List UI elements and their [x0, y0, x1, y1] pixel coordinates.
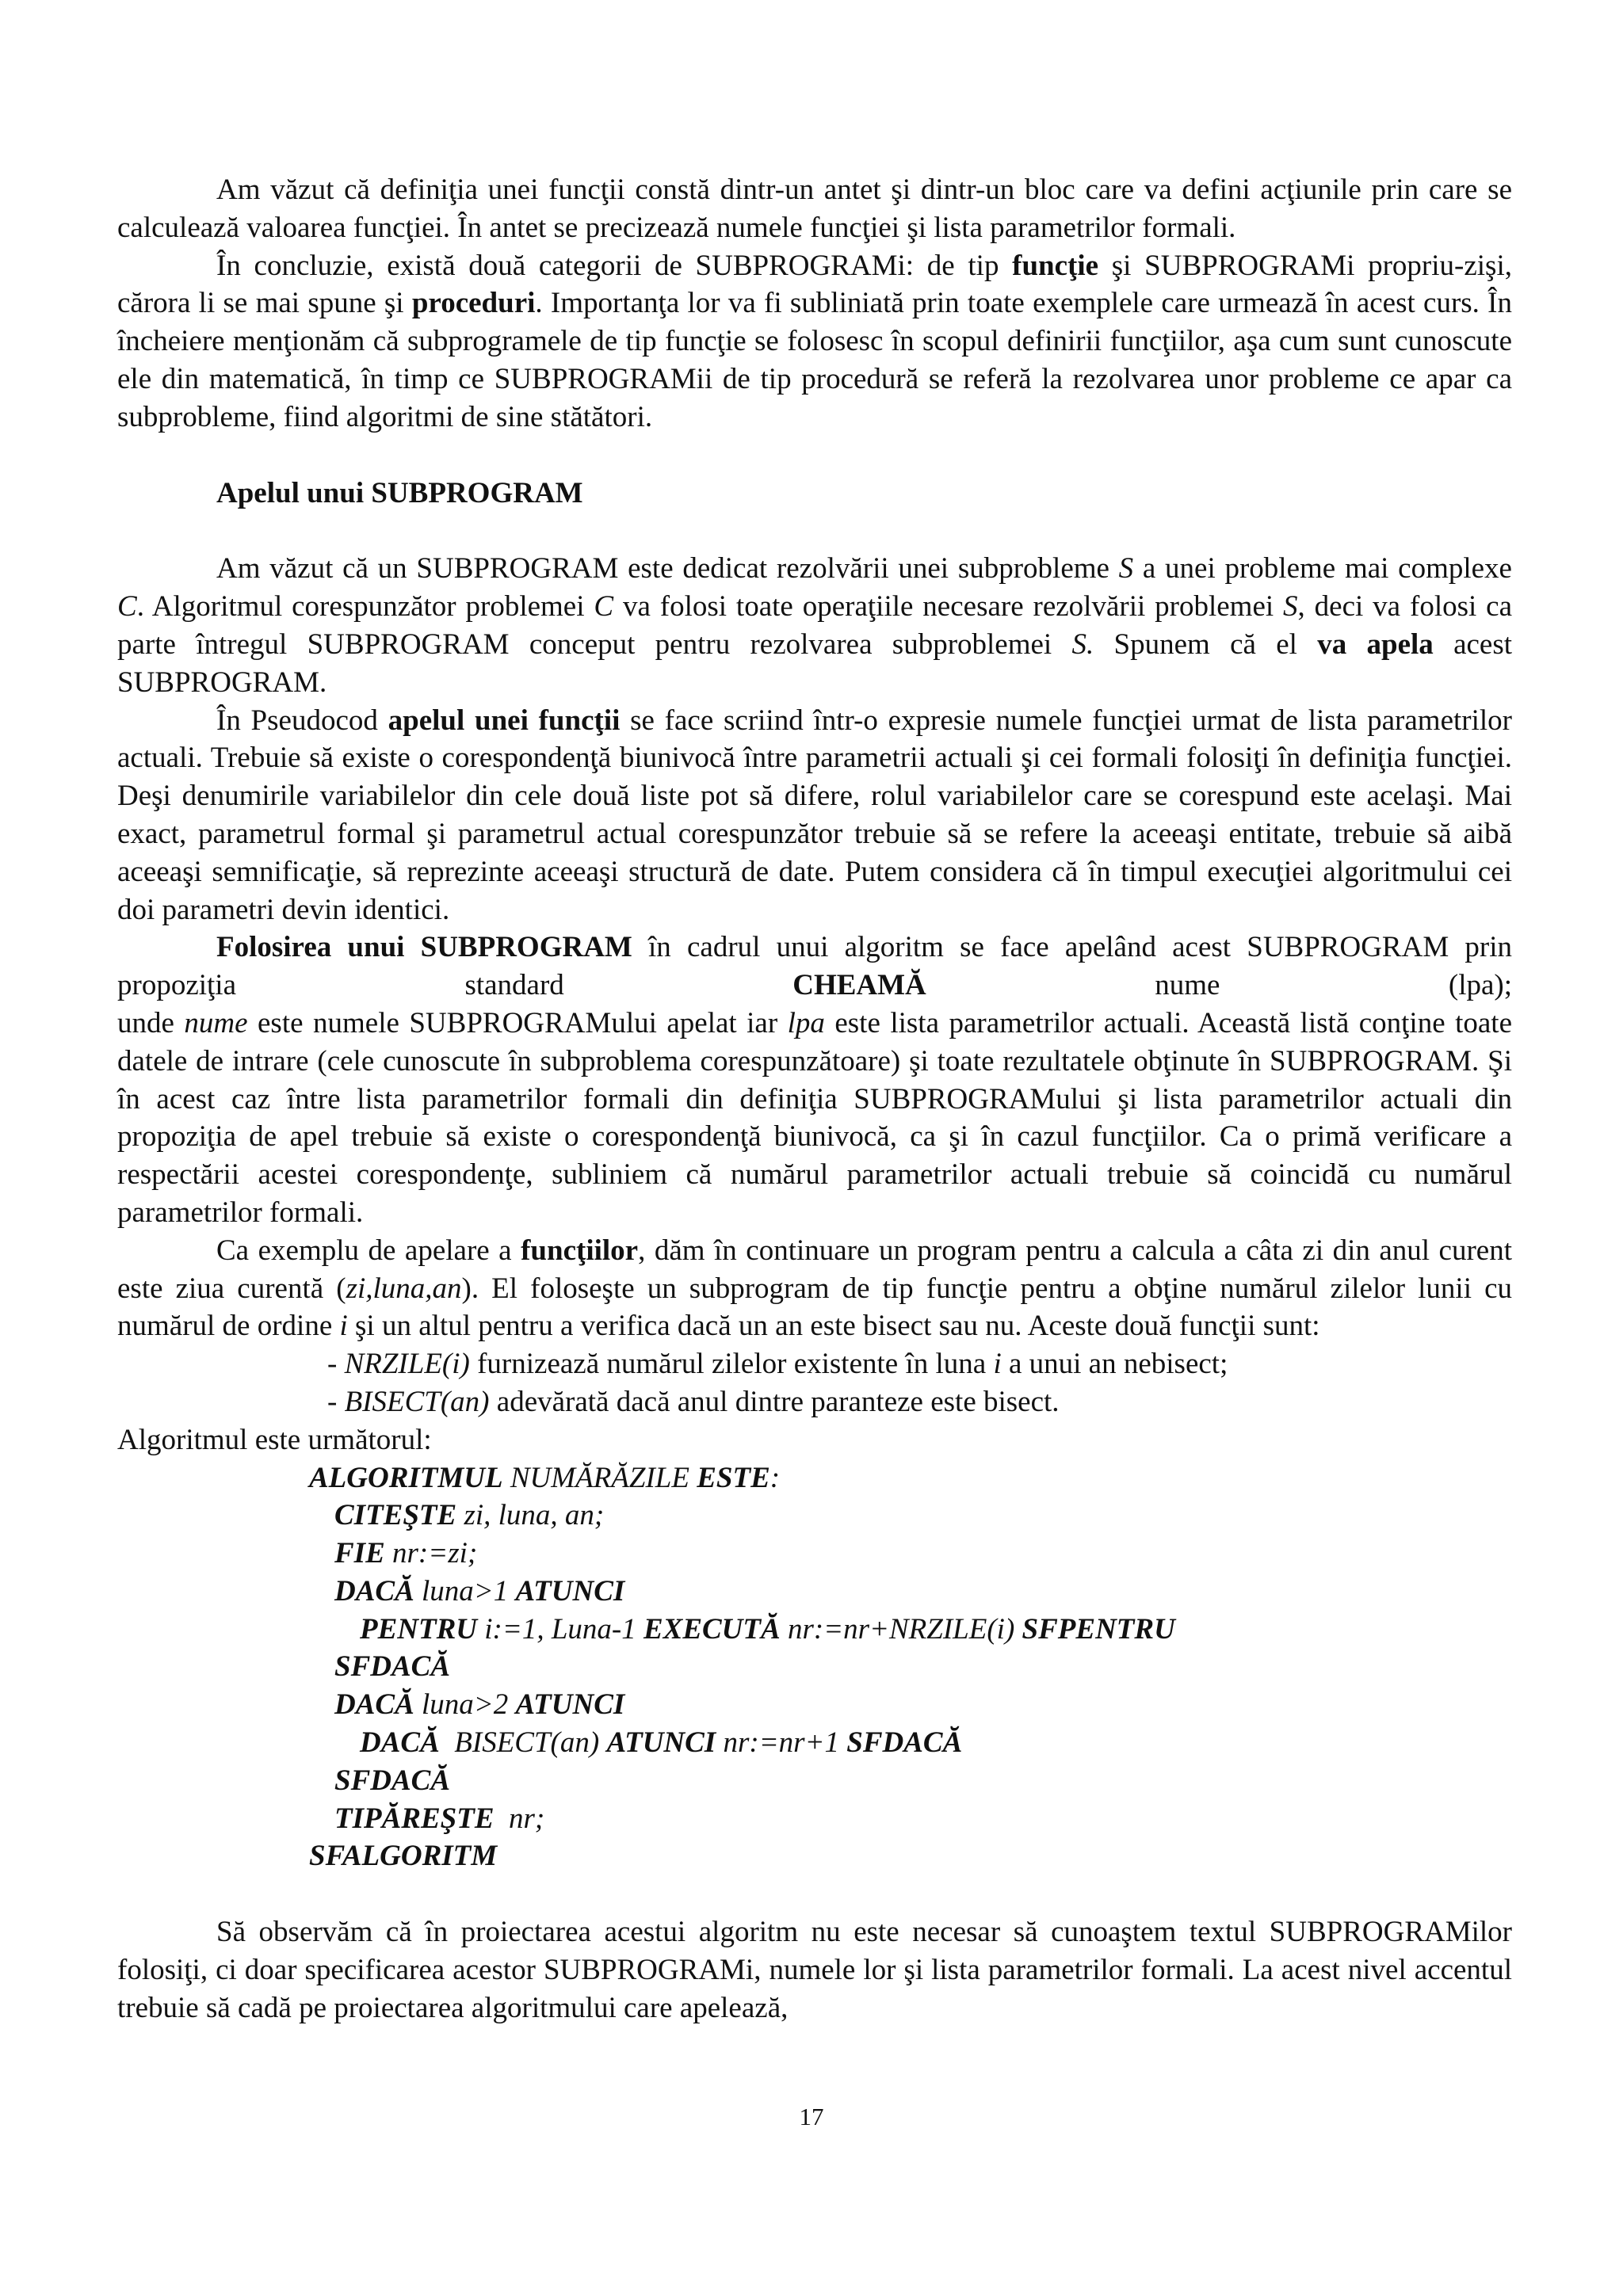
text: a unui an nebisect;	[1001, 1348, 1228, 1381]
italic-var: i	[339, 1310, 348, 1343]
code-text: nr:=nr+1	[716, 1726, 847, 1760]
text: În Pseudocod	[216, 704, 388, 737]
italic-var: S	[1283, 590, 1298, 624]
code-text: nr;	[494, 1802, 545, 1835]
keyword: PENTRU	[360, 1612, 477, 1646]
list-dash: -	[327, 1385, 345, 1418]
list-item-bisect	[117, 1383, 1512, 1421]
bold-term-procedures: proceduri	[411, 287, 536, 320]
text: Am văzut că un SUBPROGRAM este dedicat rezolvării unei subprobleme	[216, 552, 1119, 585]
text: în cadrul unui algoritm se face apelând acest SUBPROGRAM prin propoziţia standard	[117, 931, 1513, 1002]
keyword: SFDACĂ	[334, 1764, 451, 1797]
paragraph-observation	[117, 1913, 1512, 2027]
text: este numele SUBPROGRAMului apelat iar	[247, 1006, 788, 1039]
text: Spunem că el	[1094, 627, 1318, 661]
paragraph-parameters	[117, 1005, 1512, 1232]
algo-line	[309, 1800, 1512, 1838]
italic-var: i	[993, 1348, 1002, 1381]
algo-line	[309, 1535, 1512, 1573]
code-text: BISECT(an)	[439, 1726, 607, 1760]
italic-var: S	[1118, 552, 1134, 585]
bold-term-function-call: apelul unei funcţii	[388, 704, 621, 737]
keyword: SFALGORITM	[309, 1840, 498, 1873]
keyword: CITEŞTE	[334, 1499, 457, 1532]
code-text: zi, luna, an;	[456, 1499, 605, 1532]
keyword: DACĂ	[360, 1726, 440, 1760]
keyword: ATUNCI	[606, 1726, 716, 1760]
keyword: DACĂ	[334, 1688, 414, 1722]
keyword: DACĂ	[334, 1574, 414, 1608]
keyword: SFDACĂ	[846, 1726, 963, 1760]
text: , deci va folosi ca parte întregul SUBPROGRAM conceput pentru rezolvarea subproblemei	[117, 590, 1512, 661]
list-item-nrzile	[117, 1345, 1512, 1383]
italic-var: zi,luna,an	[346, 1272, 462, 1305]
text: În concluzie, există două categorii de SUBPROGRAMi: de tip	[216, 249, 1013, 282]
section-heading: Apelul unui SUBPROGRAM	[216, 476, 583, 509]
code-text: NUMĂRĂZILE	[502, 1461, 697, 1494]
text: Am văzut că definiţia unei funcţii constă dintr-un antet şi dintr-un bloc care va defini acţiunile prin care se calculează valoarea funcţiei. În antet se precizează numele funcţiei şi lista parametrilor formali.	[117, 174, 1512, 244]
algo-line	[309, 1497, 1512, 1535]
italic-var: C	[117, 590, 137, 624]
text: Să observăm că în proiectarea acestui algoritm nu este necesar să cunoaştem textul SUBPROGRAMilor folosiţi, ci doar specificarea acestor SUBPROGRAMi, numele lor şi lista parametrilor formali. La acest nivel accentul trebuie să cadă pe proiectarea algoritmului care apelează,	[117, 1916, 1512, 2024]
text: nume (lpa);	[926, 969, 1512, 1002]
list-dash: -	[327, 1348, 345, 1381]
text: a unei probleme mai complexe	[1133, 552, 1512, 585]
algo-line	[309, 1573, 1512, 1611]
code-text: luna>2	[414, 1688, 516, 1722]
italic-var: lpa	[787, 1006, 825, 1039]
paragraph-subprogram-categories	[117, 247, 1512, 437]
document-page	[117, 171, 1512, 2027]
text: ). El foloseşte un subprogram de tip funcţie pentru a obţine numărul zilelor lunii cu numărul de ordine	[117, 1272, 1512, 1343]
algo-line	[309, 1648, 1512, 1686]
italic-fn: NRZILE(i)	[344, 1348, 470, 1381]
paragraph-function-call	[117, 702, 1512, 929]
algorithm-intro: Algoritmul este următorul:	[117, 1423, 432, 1456]
text: va folosi toate operaţiile necesare rezolvării problemei	[613, 590, 1284, 624]
keyword: TIPĂREŞTE	[334, 1802, 495, 1835]
italic-var: S.	[1071, 627, 1094, 661]
page-number: 17	[799, 2103, 824, 2130]
text: furnizează numărul zilelor existente în luna	[469, 1348, 994, 1381]
text: unde	[117, 1006, 185, 1039]
text: Ca exemplu de apelare a	[216, 1234, 521, 1267]
text: . Importanţa lor va fi subliniată prin toate exemplele care urmează în acest curs. În încheiere menţionăm că subprogramele de tip funcţie se folosesc în scopul definirii funcţiilor, aşa cum sunt cunoscute ele din matematică, în timp ce SUBPROGRAMii de tip procedură se referă la rezolvarea unor probleme ce apar ca subprobleme, fiind algoritmi de sine stătători.	[117, 287, 1512, 433]
text: se face scriind într-o expresie numele funcţiei urmat de lista parametrilor actuali. Trebuie să existe o corespondenţă biunivocă între parametrii actuali şi cei formali folosiţi în definiţia funcţiei. Deşi denumirile variabilelor din cele două liste pot să difere, rolul variabilelor care se corespund este acelaşi. Mai exact, parametrul formal şi parametrul actual corespunzător trebuie să se refere la aceeaşi entitate, trebuie să aibă aceeaşi semnificaţie, să reprezinte aceeaşi structură de date. Putem considera că în timpul execuţiei algoritmului cei doi parametri devin identici.	[117, 704, 1512, 926]
text: , dăm în continuare un program pentru a calcula a câta zi din anul curent este ziua curentă (	[117, 1234, 1512, 1305]
paragraph-subprogram-purpose	[117, 550, 1512, 701]
italic-var: C	[594, 590, 614, 624]
algo-line	[309, 1686, 1512, 1724]
text: adevărată dacă anul dintre paranteze este bisect.	[489, 1385, 1060, 1418]
code-text: nr:=nr+NRZILE(i)	[780, 1612, 1022, 1646]
keyword: ALGORITMUL	[309, 1461, 503, 1494]
bold-term-functions: funcţiilor	[521, 1234, 639, 1267]
keyword: EXECUTĂ	[643, 1612, 781, 1646]
algorithm-block	[117, 1459, 1512, 1876]
algo-line	[309, 1724, 1512, 1762]
code-text: luna>1	[414, 1574, 516, 1608]
bold-term-function: funcţie	[1012, 249, 1099, 282]
keyword: FIE	[334, 1537, 385, 1570]
keyword: ESTE	[697, 1461, 770, 1494]
text: . Algoritmul corespunzător problemei	[136, 590, 594, 624]
italic-var: nume	[184, 1006, 248, 1039]
code-text: i:=1, Luna-1	[477, 1612, 643, 1646]
code-text: :	[769, 1461, 781, 1494]
paragraph-function-definition	[117, 171, 1512, 247]
bold-keyword-call: CHEAMĂ	[792, 969, 926, 1002]
italic-fn: BISECT(an)	[344, 1385, 490, 1418]
text: şi SUBPROGRAMi propriu-zişi, cărora li se mai spune şi	[117, 249, 1512, 320]
keyword: ATUNCI	[515, 1688, 625, 1722]
code-text: nr:=zi;	[384, 1537, 478, 1570]
paragraph-subprogram-use	[117, 929, 1512, 1005]
keyword: ATUNCI	[515, 1574, 625, 1608]
paragraph-example-intro	[117, 1232, 1512, 1345]
text: acest SUBPROGRAM.	[117, 627, 1513, 699]
keyword: SFPENTRU	[1022, 1612, 1175, 1646]
text: este lista parametrilor actuali. Această listă conţine toate datele de intrare (cele cunoscute în subproblema corespunzătoare) şi toate rezultatele obţinute în SUBPROGRAM. Şi în acest caz între lista parametrilor formali din definiţia SUBPROGRAMului şi lista parametrilor actuali din propoziţia de apel trebuie să existe o corespondenţă biunivocă, ca şi în cazul funcţiilor. Ca o primă verificare a respectării acestei corespondenţe, subliniem că numărul parametrilor actuali trebuie să coincidă cu numărul parametrilor formali.	[117, 1006, 1512, 1229]
bold-term-subprogram-use: Folosirea unui SUBPROGRAM	[216, 931, 632, 964]
algo-line	[309, 1837, 1512, 1875]
text: şi un altul pentru a verifica dacă un an este bisect sau nu. Aceste două funcţii sunt:	[347, 1310, 1320, 1343]
algo-line	[309, 1459, 1512, 1497]
algo-line	[309, 1762, 1512, 1800]
bold-term-call: va apela	[1317, 627, 1434, 661]
algo-line	[309, 1611, 1512, 1649]
keyword: SFDACĂ	[334, 1650, 451, 1684]
